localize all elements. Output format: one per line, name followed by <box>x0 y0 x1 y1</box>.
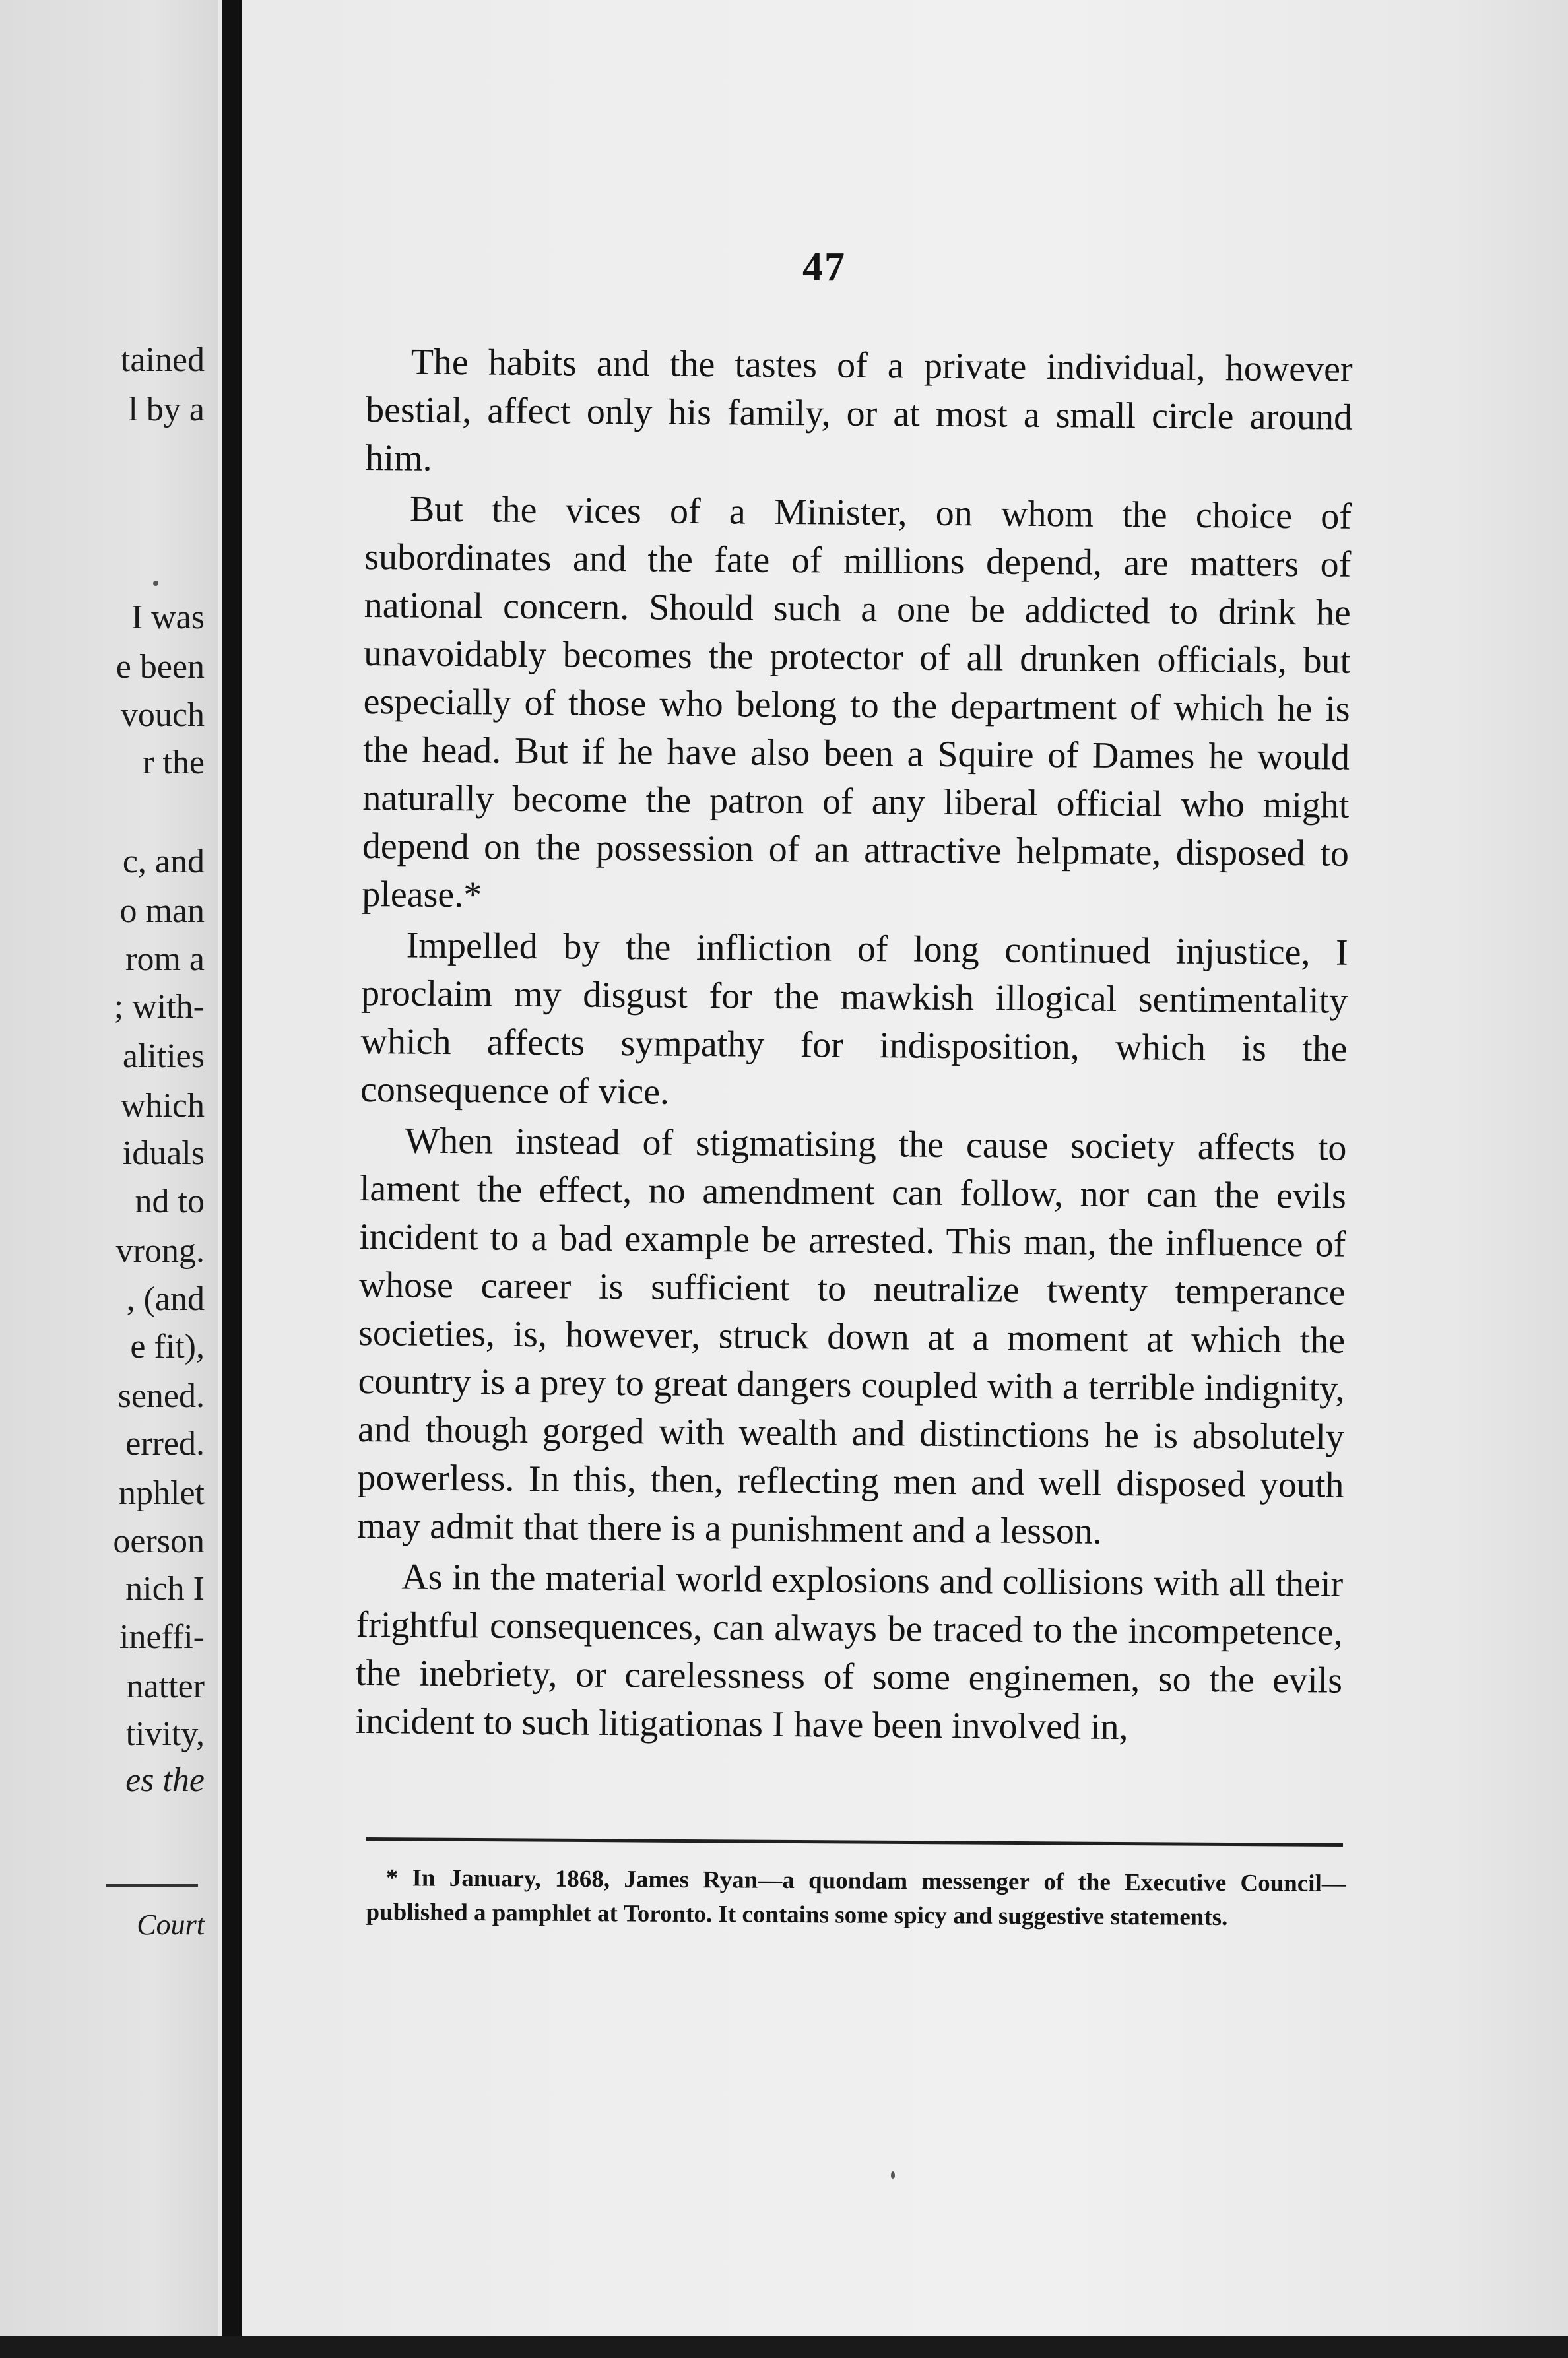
left-page-line: rom a <box>125 940 205 978</box>
left-page-line: alities <box>122 1037 205 1075</box>
left-page-line: e been <box>115 648 205 686</box>
paragraph: But the vices of a Minister, on whom the choice of subordinates and the fate of millions depend, are matters of national concern. Should such a one be addicted to drink he unavoidably becomes the protector of all drunken officials, but especially of those who belong to the department of which he is the head. But if he have also been a Squire of Dames he would naturally become the patron of any liberal official who might depend on the possession of an attractive helpmate, disposed to please.* <box>362 488 1352 916</box>
left-page-line: I was <box>131 599 205 636</box>
paragraph: When instead of stigmatising the cause society affects to lament the effect, no amendment can follow, nor can the evils incident to a bad example be arrested. This man, the influence of whose career is sufficient to neutralize twenty temperance societies, is, however, struck down at a moment at which the country is a prey to great dangers coupled with a terrible indignity, and though gorged with wealth and distinctions he is absolutely powerless. In this, then, reflecting men and well disposed youth may admit that there is a punishment and a lesson. <box>356 1120 1347 1552</box>
left-page-line: r the <box>143 744 205 781</box>
left-page-line: oerson <box>113 1523 205 1560</box>
scan-bottom-edge <box>0 2336 1568 2358</box>
left-page-line: ineffi- <box>119 1618 205 1656</box>
body-text <box>355 338 1353 1756</box>
left-page-line: e fit), <box>130 1328 205 1365</box>
paragraph: The habits and the tastes of a private individual, however bestial, affect only his family, or at most a small circle around him. <box>365 341 1353 479</box>
left-page-line: , (and <box>126 1280 205 1318</box>
left-page-line: vouch <box>120 696 205 734</box>
left-page-line: tained <box>120 341 205 379</box>
left-page-line: iduals <box>122 1134 205 1172</box>
left-page-line: Court <box>137 1909 205 1941</box>
speck <box>153 581 158 586</box>
left-page-line: nd to <box>135 1183 205 1220</box>
left-page-line: o man <box>119 892 205 930</box>
left-page-line: vrong. <box>115 1232 205 1270</box>
left-page-footnote-rule <box>106 1884 198 1887</box>
left-page-line: c, and <box>122 843 205 880</box>
left-page-line: which <box>120 1087 205 1125</box>
paragraph: Impelled by the infliction of long continued injustice, I proclaim my disgust for the mawkish illogical sentimentality which affects sympathy for indisposition, which is the consequence of vice. <box>360 925 1348 1113</box>
speck <box>891 2171 895 2179</box>
left-page-line: nphlet <box>119 1474 205 1512</box>
left-page-line: ; with- <box>114 988 205 1026</box>
left-page-line: es the <box>125 1761 205 1799</box>
left-page-line: nich I <box>125 1570 205 1608</box>
left-page-line: erred. <box>125 1425 205 1462</box>
paragraph: As in the material world explosions and collisions with all their frightful consequences, can always be traced to the incompetence, the inebriety, or carelessness of some enginemen, so the evils incident to such litigationas I have been involved in, <box>355 1556 1344 1748</box>
page-gutter <box>222 0 242 2358</box>
left-facing-page <box>0 0 218 2358</box>
page-number: 47 <box>802 245 846 290</box>
footnote-rule <box>366 1837 1343 1847</box>
left-page-line: tivity, <box>125 1715 205 1753</box>
left-page-line: natter <box>126 1668 205 1705</box>
left-page-line: sened. <box>117 1377 205 1415</box>
footnote: * In January, 1868, James Ryan—a quondam messenger of the Executive Council—published a pamphlet at Toronto. It contains some spicy and suggestive statements. <box>366 1864 1346 1931</box>
left-page-line: l by a <box>128 391 205 428</box>
